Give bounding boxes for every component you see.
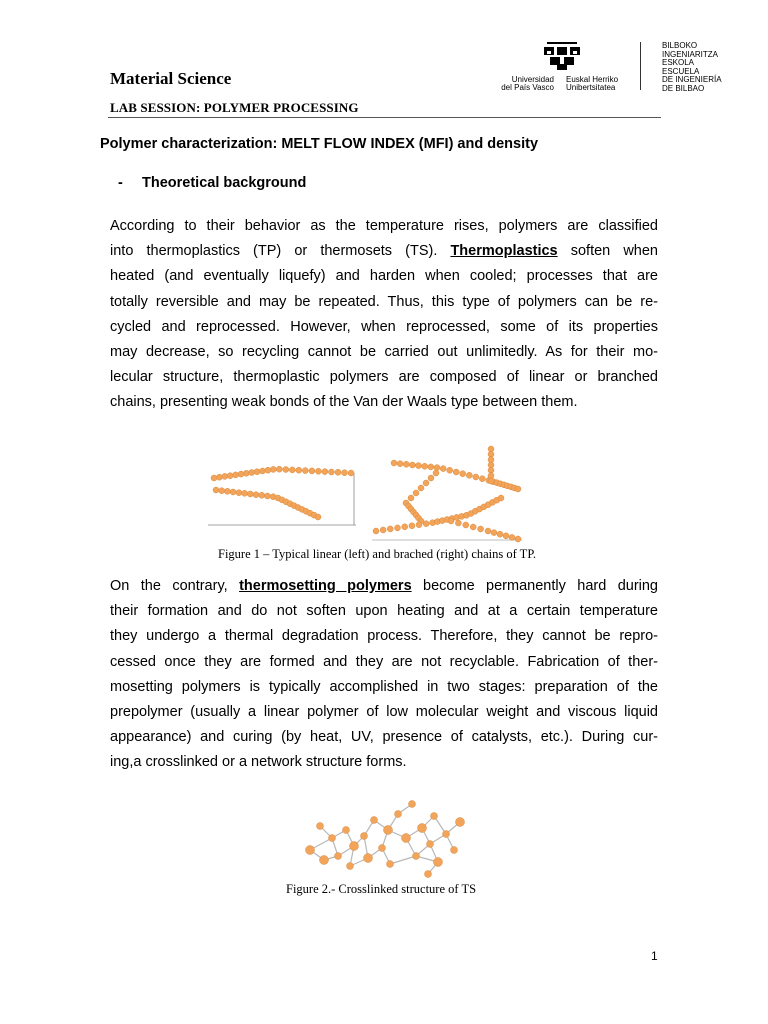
monomer-bead bbox=[413, 490, 419, 496]
figure-2-caption: Figure 2.- Crosslinked structure of TS bbox=[286, 882, 477, 896]
monomer-bead bbox=[463, 522, 469, 528]
monomer-bead bbox=[488, 451, 494, 457]
monomer-bead bbox=[296, 467, 302, 473]
monomer-bead bbox=[317, 823, 324, 830]
bond-line bbox=[390, 856, 416, 864]
monomer-bead bbox=[222, 473, 228, 479]
monomer-bead bbox=[213, 487, 219, 493]
monomer-bead bbox=[423, 521, 429, 527]
monomer-bead bbox=[259, 492, 265, 498]
monomer-bead bbox=[427, 841, 434, 848]
monomer-bead bbox=[416, 463, 422, 469]
monomer-bead bbox=[453, 469, 459, 475]
monomer-bead bbox=[302, 468, 308, 474]
monomer-bead bbox=[384, 826, 393, 835]
monomer-bead bbox=[403, 461, 409, 467]
monomer-bead bbox=[395, 811, 402, 818]
paragraph-line: heated (and eventually liquefy) and harden when cooled; processes that are bbox=[110, 268, 658, 285]
figure-2-crosslinked-network bbox=[302, 798, 472, 878]
school-name-line: INGENIARITZA bbox=[662, 49, 719, 59]
school-name-line: DE BILBAO bbox=[662, 83, 705, 93]
monomer-bead bbox=[497, 531, 503, 537]
monomer-bead bbox=[387, 526, 393, 532]
monomer-bead bbox=[440, 466, 446, 472]
monomer-bead bbox=[428, 475, 434, 481]
monomer-bead bbox=[428, 464, 434, 470]
page-number: 1 bbox=[651, 949, 658, 963]
monomer-bead bbox=[409, 462, 415, 468]
monomer-bead bbox=[488, 467, 494, 473]
university-emblem-icon bbox=[542, 42, 582, 72]
monomer-bead bbox=[230, 489, 236, 495]
monomer-bead bbox=[216, 474, 222, 480]
text-span: become permanently hard during bbox=[411, 578, 658, 594]
monomer-bead bbox=[431, 813, 438, 820]
paragraph-line: ing,a crosslinked or a network structure forms. bbox=[110, 754, 407, 771]
figure-1-caption: Figure 1 – Typical linear (left) and brached (right) chains of TP. bbox=[218, 547, 537, 561]
monomer-bead bbox=[488, 478, 494, 484]
school-name-line: ESKOLA bbox=[662, 58, 695, 68]
monomer-bead bbox=[289, 467, 295, 473]
university-name-eu-line2: Unibertsitatea bbox=[566, 83, 616, 92]
subsection-heading bbox=[118, 175, 306, 191]
monomer-bead bbox=[380, 527, 386, 533]
paragraph-line: their formation and do not soften upon heating and at a certain temperature bbox=[110, 603, 658, 620]
figure-1-chains bbox=[206, 443, 526, 543]
monomer-bead bbox=[315, 514, 321, 520]
monomer-bead bbox=[451, 847, 458, 854]
monomer-bead bbox=[423, 480, 429, 486]
course-title: Material Science bbox=[110, 69, 232, 88]
monomer-bead bbox=[342, 470, 348, 476]
monomer-bead bbox=[350, 842, 359, 851]
paragraph-line: cessed once they are formed and they are not recyclable. Fabrication of ther- bbox=[110, 653, 658, 670]
monomer-bead bbox=[227, 473, 233, 479]
paragraph-line: cycled and reprocessed. However, when reprocessed, some of its properties bbox=[110, 318, 658, 335]
text-span: On the contrary, bbox=[110, 578, 240, 594]
text-span: into thermoplastics (TP) or thermosets (TS). bbox=[110, 243, 451, 260]
monomer-bead bbox=[211, 475, 217, 481]
paragraph-thermoplastics bbox=[110, 214, 658, 416]
term-thermosetting-polymers: thermosetting polymers bbox=[239, 578, 412, 594]
monomer-bead bbox=[422, 463, 428, 469]
school-name bbox=[662, 42, 722, 94]
monomer-bead bbox=[373, 528, 379, 534]
monomer-bead bbox=[247, 491, 253, 497]
monomer-bead bbox=[348, 470, 354, 476]
paragraph-line: totally reversible and may be repeated. Thus, this type of polymers can be re- bbox=[110, 293, 658, 310]
university-name-es-line2: del País Vasco bbox=[501, 83, 554, 92]
monomer-bead bbox=[433, 470, 439, 476]
monomer-bead bbox=[409, 523, 415, 529]
monomer-bead bbox=[243, 470, 249, 476]
logo-separator bbox=[640, 42, 641, 90]
monomer-bead bbox=[515, 486, 521, 492]
monomer-bead bbox=[395, 525, 401, 531]
paragraph-line bbox=[110, 239, 658, 264]
monomer-bead bbox=[397, 461, 403, 467]
monomer-bead bbox=[270, 466, 276, 472]
monomer-bead bbox=[447, 467, 453, 473]
section-title: Polymer characterization: MELT FLOW INDEX (MFI) and density bbox=[100, 136, 539, 152]
university-name-eu-line1: Euskal Herriko bbox=[566, 75, 619, 84]
monomer-bead bbox=[479, 476, 485, 482]
monomer-bead bbox=[387, 861, 394, 868]
monomer-bead bbox=[371, 817, 378, 824]
term-thermoplastics: Thermoplastics bbox=[450, 243, 558, 260]
monomer-bead bbox=[253, 492, 259, 498]
paragraph-line: may decrease, so recycling cannot be carried out unlimitedly. As for their mo- bbox=[110, 344, 658, 361]
monomer-bead bbox=[425, 871, 432, 878]
session-title: LAB SESSION: POLYMER PROCESSING bbox=[110, 100, 359, 115]
monomer-bead bbox=[219, 488, 225, 494]
monomer-bead bbox=[402, 834, 411, 843]
monomer-bead bbox=[478, 526, 484, 532]
monomer-bead bbox=[402, 524, 408, 530]
monomer-bead bbox=[413, 853, 420, 860]
monomer-bead bbox=[343, 827, 350, 834]
monomer-bead bbox=[503, 533, 509, 539]
paragraph-line: According to their behavior as the temperature rises, polymers are classified bbox=[110, 218, 658, 234]
paragraph-line: mosetting polymers is typically accomplished in two stages: preparation of the bbox=[110, 678, 658, 695]
monomer-bead bbox=[443, 831, 450, 838]
monomer-bead bbox=[265, 467, 271, 473]
school-name-line: ESCUELA bbox=[662, 66, 700, 76]
monomer-bead bbox=[276, 466, 282, 472]
monomer-bead bbox=[391, 460, 397, 466]
monomer-bead bbox=[409, 801, 416, 808]
monomer-bead bbox=[515, 536, 521, 542]
monomer-bead bbox=[416, 522, 422, 528]
monomer-bead bbox=[264, 493, 270, 499]
monomer-bead bbox=[315, 468, 321, 474]
monomer-bead bbox=[434, 465, 440, 471]
monomer-bead bbox=[455, 520, 461, 526]
text-span: soften when bbox=[557, 243, 658, 260]
monomer-bead bbox=[498, 495, 504, 501]
monomer-bead bbox=[434, 858, 443, 867]
monomer-bead bbox=[509, 534, 515, 540]
header-rule bbox=[108, 117, 661, 118]
university-logo bbox=[494, 42, 734, 102]
monomer-bead bbox=[418, 824, 427, 833]
school-name-line: DE INGENIERÍA bbox=[662, 75, 722, 85]
subsection-title: Theoretical background bbox=[142, 175, 307, 191]
monomer-bead bbox=[260, 468, 266, 474]
monomer-bead bbox=[309, 468, 315, 474]
paragraph-line: chains, presenting weak bonds of the Van der Waals type between them. bbox=[110, 394, 578, 411]
monomer-bead bbox=[306, 846, 315, 855]
monomer-bead bbox=[224, 488, 230, 494]
monomer-bead bbox=[448, 518, 454, 524]
monomer-bead bbox=[379, 845, 386, 852]
monomer-bead bbox=[473, 474, 479, 480]
school-name-line: BILBOKO bbox=[662, 41, 698, 50]
university-name-es-line1: Universidad bbox=[511, 75, 554, 84]
monomer-bead bbox=[466, 472, 472, 478]
monomer-bead bbox=[236, 490, 242, 496]
monomer-bead bbox=[485, 528, 491, 534]
monomer-bead bbox=[233, 472, 239, 478]
monomer-bead bbox=[364, 854, 373, 863]
monomer-bead bbox=[361, 833, 368, 840]
subsection-bullet: - bbox=[118, 175, 123, 191]
paragraph-line: they undergo a thermal degradation process. Therefore, they cannot be repro- bbox=[110, 628, 658, 645]
monomer-bead bbox=[329, 835, 336, 842]
monomer-bead bbox=[322, 469, 328, 475]
monomer-bead bbox=[238, 471, 244, 477]
monomer-bead bbox=[491, 530, 497, 536]
paragraph-thermosets bbox=[110, 574, 658, 776]
paragraph-line: appearance) and curing (by heat, UV, presence of catalysts, etc.). During cur- bbox=[110, 729, 658, 746]
paragraph-line bbox=[110, 574, 658, 599]
monomer-bead bbox=[460, 471, 466, 477]
branched-chain-diagram bbox=[372, 446, 522, 542]
monomer-bead bbox=[335, 469, 341, 475]
monomer-bead bbox=[254, 469, 260, 475]
paragraph-line: lecular structure, thermoplastic polymers are composed of linear or branched bbox=[110, 369, 658, 386]
linear-chain-diagram bbox=[208, 466, 356, 525]
monomer-bead bbox=[418, 485, 424, 491]
monomer-bead bbox=[249, 470, 255, 476]
monomer-bead bbox=[408, 495, 414, 501]
monomer-bead bbox=[242, 490, 248, 496]
monomer-bead bbox=[328, 469, 334, 475]
monomer-bead bbox=[470, 524, 476, 530]
monomer-bead bbox=[335, 853, 342, 860]
monomer-bead bbox=[456, 818, 465, 827]
monomer-bead bbox=[347, 863, 354, 870]
paragraph-line: prepolymer (usually a linear polymer of low molecular weight and viscous liquid bbox=[110, 704, 658, 721]
monomer-bead bbox=[320, 856, 329, 865]
monomer-bead bbox=[283, 467, 289, 473]
